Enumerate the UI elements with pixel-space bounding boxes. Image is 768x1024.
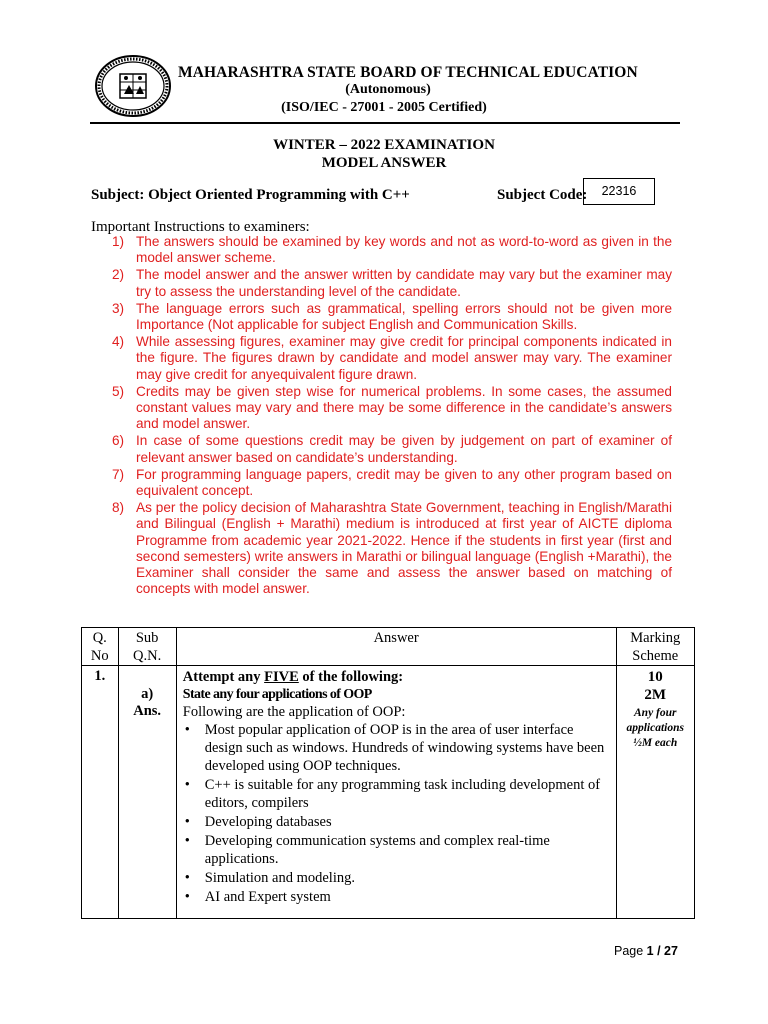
table-row	[82, 666, 695, 919]
sub-question-label: a)	[141, 686, 154, 702]
bullet-icon: •	[184, 722, 190, 738]
instructions-list	[112, 234, 672, 598]
instruction-text: As per the policy decision of Maharashtra State Government, teaching in English/Marathi and Bilingual (English + Marathi) medium is introduced at first year of AICTE diploma Programme from academic year 2021-2022. Hence if the students in first year (first and second semesters) write answers in Marathi or bilingual language (English +Marathi), the Examiner shall consider the same and assess the answer based on matching of concepts with model answer.	[136, 500, 672, 597]
ans-label: Ans.	[133, 703, 162, 719]
instruction-number: 8)	[112, 500, 125, 516]
list-item: • C++ is suitable for any programming task including development of editors, compilers	[184, 777, 601, 811]
instruction-text: While assessing figures, examiner may give credit for principal components indicated in the figure. The figures drawn by candidate and model answer may vary. The examiner may give credit for anyequivalent figure drawn.	[136, 334, 672, 382]
answer-intro: Following are the application of OOP:	[182, 704, 406, 720]
subject-label: Subject: Object Oriented Programming with C++	[91, 187, 410, 203]
header-divider	[90, 122, 680, 124]
answer-cell	[176, 666, 616, 919]
instruction-number: 5)	[112, 383, 125, 399]
bullet-icon: •	[184, 833, 190, 849]
instruction-item	[112, 334, 672, 383]
bullet-icon: •	[184, 814, 190, 830]
question-number: 1.	[94, 668, 106, 684]
subject-code-box: 22316	[583, 178, 655, 205]
certification-label: (ISO/IEC - 27001 - 2005 Certified)	[281, 100, 487, 115]
autonomous-label: (Autonomous)	[345, 82, 431, 97]
bullet-icon: •	[184, 889, 190, 905]
instruction-text: Credits may be given step wise for numerical problems. In some cases, the assumed constant values may vary and there may be some difference in the candidate’s answers and model answer.	[136, 383, 672, 432]
table-header-row	[82, 628, 695, 666]
header-sub-qn: Sub Q.N.	[118, 628, 176, 666]
instruction-number: 3)	[112, 300, 125, 316]
exam-title: WINTER – 2022 EXAMINATION	[273, 137, 495, 153]
page-number: Page 1 / 27	[614, 944, 678, 958]
instruction-item	[112, 433, 672, 465]
bullet-icon: •	[184, 777, 190, 793]
bullet-icon: •	[184, 870, 190, 886]
instruction-number: 2)	[112, 267, 125, 283]
instruction-number: 6)	[112, 433, 125, 449]
instruction-item	[112, 267, 672, 299]
sub-question-cell	[118, 666, 176, 919]
instruction-number: 7)	[112, 466, 125, 482]
instruction-item	[112, 500, 672, 597]
instruction-text: In case of some questions credit may be given by judgement on part of examiner of relevant answer based on candidate’s understanding.	[136, 433, 672, 465]
instructions-heading: Important Instructions to examiners:	[91, 219, 310, 235]
instruction-item	[112, 384, 672, 433]
instruction-item	[112, 301, 672, 333]
instruction-number: 1)	[112, 234, 125, 249]
instruction-item	[112, 467, 672, 499]
subject-code-label: Subject Code:	[497, 187, 588, 203]
board-name: MAHARASHTRA STATE BOARD OF TECHNICAL EDUCATION	[178, 64, 638, 81]
instruction-item	[112, 234, 672, 266]
list-item: • Developing communication systems and complex real-time applications.	[184, 833, 550, 867]
question-text: State any four applications of OOP	[182, 687, 372, 702]
header-q-no: Q. No	[82, 628, 119, 666]
header-answer: Answer	[176, 628, 616, 666]
total-marks: 10	[647, 669, 663, 685]
list-item: • AI and Expert system	[184, 889, 331, 905]
question-number-cell	[82, 666, 119, 919]
instruction-text: For programming language papers, credit may be given to any other program based on equivalent concept.	[136, 466, 672, 499]
instruction-text: The model answer and the answer written by candidate may vary but the examiner may try to assess the understanding level of the candidate.	[136, 267, 672, 299]
instruction-number: 4)	[112, 334, 125, 350]
instruction-text: The answers should be examined by key words and not as word-to-word as given in the model answer scheme.	[136, 234, 672, 266]
answer-bullets	[183, 721, 611, 906]
exam-subtitle: MODEL ANSWER	[321, 155, 447, 171]
marking-note: Any four applications ½M each	[626, 707, 684, 749]
instruction-text: The language errors such as grammatical, spelling errors should not be given more Importance (Not applicable for subject English and Communication Skills.	[136, 300, 672, 333]
answer-table	[81, 627, 695, 919]
list-item: • Most popular application of OOP is in the area of user interface design such as windows. Hundreds of windowing systems have been developed using OOP techniques.	[184, 722, 605, 774]
list-item: • Simulation and modeling.	[184, 870, 355, 886]
header-marking-scheme: Marking Scheme	[616, 628, 695, 666]
attempt-instruction: Attempt any FIVE of the following:	[182, 669, 404, 685]
list-item: • Developing databases	[184, 814, 332, 830]
marking-cell	[616, 666, 695, 919]
question-marks: 2M	[644, 687, 667, 703]
